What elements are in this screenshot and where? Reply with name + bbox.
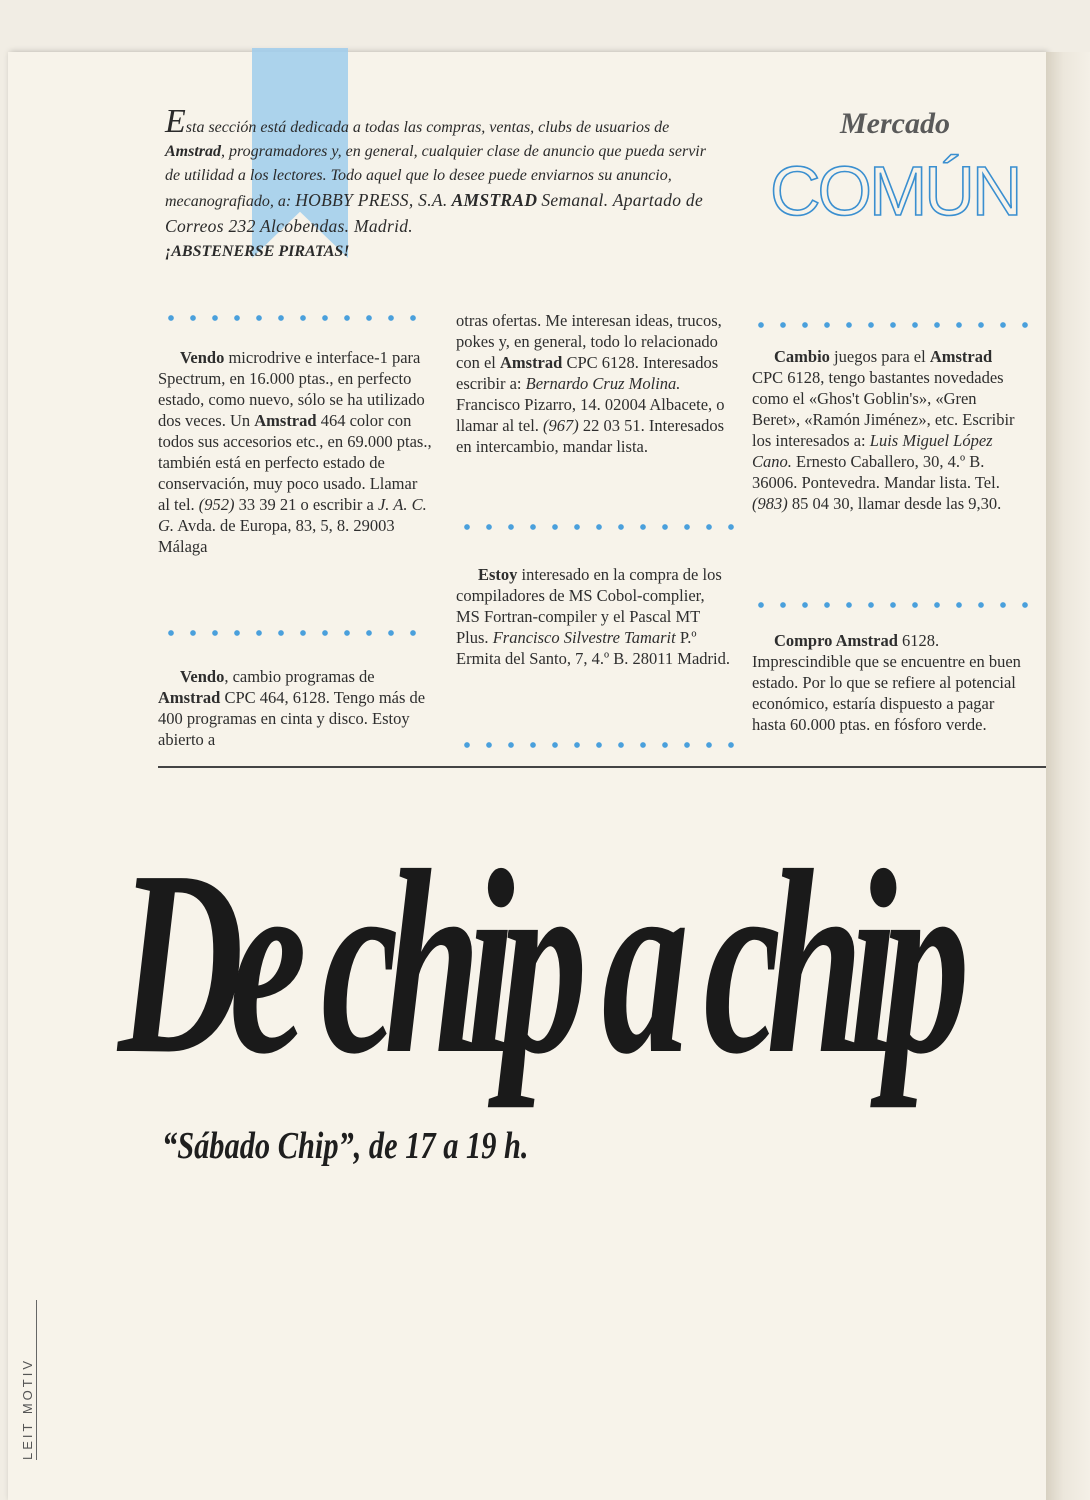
dot-separator [750, 600, 1028, 610]
feature-headline: De chip a chip [118, 817, 956, 1109]
side-label-bar [36, 1300, 37, 1460]
feature-subtitle: “Sábado Chip”, de 17 a 19 h. [162, 1125, 529, 1167]
classified-ad-estoy: Estoy interesado en la compra de los compiladores de MS Cobol-complier, MS Fortran-compiler y el Pascal MT Plus. Francisco Silvestre Tamarit P.º Ermita del Santo, 7, 4.º B. 28011 Madrid. [456, 565, 730, 668]
next-page-edge [1046, 52, 1090, 1500]
classified-ad-cambio: Cambio juegos para el Amstrad CPC 6128, tengo bastantes novedades como el «Ghos't Goblin's», «Gren Beret», «Ramón Jiménez», etc. Escribir los interesados a: Luis Miguel López Cano. Ernesto Caballero, 30, 4.º B. 36006. Pontevedra. Mandar lista. Tel. (983) 85 04 30, llamar desde las 9,30. [752, 347, 1015, 513]
section-title-big: COMÚN [770, 152, 1020, 230]
no-pirates-notice: ¡ABSTENERSE PIRATAS! [165, 243, 350, 260]
dot-separator [750, 320, 1028, 330]
classified-ad-compro: Compro Amstrad 6128. Imprescindible que se encuentre en buen estado. Por lo que se refiere al potencial económico, estaría dispuesto a pagar hasta 60.000 ptas. en fósforo verde. [752, 631, 1021, 734]
drop-cap: E [165, 103, 186, 140]
dot-separator [160, 628, 432, 638]
dot-separator [160, 313, 432, 323]
classified-ad-vendo-1: Vendo microdrive e interface-1 para Spectrum, en 16.000 ptas., en perfecto estado, como nuevo, sólo se ha utilizado dos veces. Un Amstrad 464 color con todos sus accesorios etc., en 69.000 ptas., también está en perfecto estado de conservación, muy poco usado. Llamar al tel. (952) 33 39 21 o escribir a J. A. C. G. Avda. de Europa, 83, 5, 8. 29003 Málaga [158, 348, 432, 556]
classified-ad-vendo-2-continued: otras ofertas. Me interesan ideas, trucos, pokes y, en general, todo lo relacionado con el Amstrad CPC 6128. Interesados escribir a: Bernardo Cruz Molina. Francisco Pizarro, 14. 02004 Albacete, o llamar al tel. (967) 22 03 51. Interesados en intercambio, mandar lista. [456, 311, 725, 456]
side-label: LEIT MOTIV [20, 1358, 35, 1460]
section-title-small: Mercado [840, 107, 950, 140]
magazine-page [8, 52, 1046, 1500]
classified-ad-vendo-2: Vendo, cambio programas de Amstrad CPC 464, 6128. Tengo más de 400 programas en cinta y disco. Estoy abierto a [158, 667, 426, 749]
dot-separator [456, 740, 734, 750]
section-divider [158, 766, 1046, 768]
section-intro: Esta sección está dedicada a todas las compras, ventas, clubs de usuarios de Amstrad, programadores y, en general, cualquier clase de anuncio que pueda servir de utilidad a los lectores. Todo aquel que lo desee puede enviarnos su anuncio, mecanografiado, a: HOBBY PRESS, S.A. AMSTRAD Semanal. Apartado de Correos 232 Alcobendas. Madrid. ¡ABSTENERSE PIRATAS! [165, 112, 720, 264]
dot-separator [456, 522, 734, 532]
